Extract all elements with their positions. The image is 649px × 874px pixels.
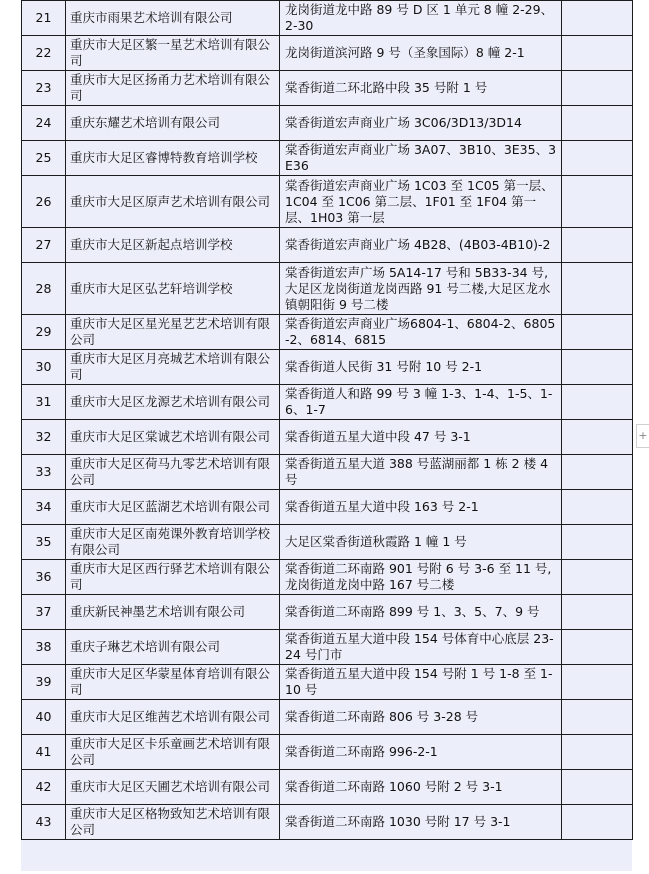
table-row [22, 770, 633, 805]
table-row [22, 228, 633, 263]
table-row [22, 350, 633, 385]
row-number: 21 [22, 1, 66, 36]
table-row [22, 420, 633, 455]
address: 棠香街道人和路 99 号 3 幢 1-3、1-4、1-5、1-6、1-7 [280, 385, 562, 420]
row-number: 29 [22, 315, 66, 350]
note-cell [562, 595, 633, 630]
school-table [21, 0, 633, 840]
company-name: 重庆市大足区繁一星艺术培训有限公司 [66, 36, 280, 71]
table-body [22, 1, 633, 840]
company-name: 重庆市大足区睿博特教育培训学校 [66, 141, 280, 176]
note-cell [562, 315, 633, 350]
company-name: 重庆市大足区西行驿艺术培训有限公司 [66, 560, 280, 595]
row-number: 43 [22, 805, 66, 840]
row-number: 23 [22, 71, 66, 106]
company-name: 重庆子琳艺术培训有限公司 [66, 630, 280, 665]
company-name: 重庆新民神墨艺术培训有限公司 [66, 595, 280, 630]
note-cell [562, 700, 633, 735]
row-number: 31 [22, 385, 66, 420]
table-row [22, 71, 633, 106]
company-name: 重庆市大足区维茜艺术培训有限公司 [66, 700, 280, 735]
note-cell [562, 106, 633, 141]
row-number: 39 [22, 665, 66, 700]
address: 棠香街道五星大道中段 163 号 2-1 [280, 490, 562, 525]
note-cell [562, 1, 633, 36]
address: 棠香街道五星大道中段 47 号 3-1 [280, 420, 562, 455]
note-cell [562, 665, 633, 700]
row-number: 30 [22, 350, 66, 385]
table-row [22, 700, 633, 735]
company-name: 重庆市大足区原声艺术培训有限公司 [66, 176, 280, 228]
company-name: 重庆市大足区卡乐童画艺术培训有限公司 [66, 735, 280, 770]
row-number: 37 [22, 595, 66, 630]
address: 棠香街道宏声商业广场 3C06/3D13/3D14 [280, 106, 562, 141]
company-name: 重庆市大足区月亮城艺术培训有限公司 [66, 350, 280, 385]
row-number: 27 [22, 228, 66, 263]
table-row [22, 595, 633, 630]
company-name: 重庆市大足区荷马九零艺术培训有限公司 [66, 455, 280, 490]
note-cell [562, 263, 633, 315]
address: 棠香街道宏声广场 5A14-17 号和 5B33-34 号,大足区龙岗街道龙岗西路 91 号二楼,大足区龙水镇朝阳街 9 号二楼 [280, 263, 562, 315]
note-cell [562, 385, 633, 420]
company-name: 重庆市大足区星光星艺艺术培训有限公司 [66, 315, 280, 350]
table-row [22, 805, 633, 840]
table-row [22, 490, 633, 525]
note-cell [562, 770, 633, 805]
row-number: 26 [22, 176, 66, 228]
address: 棠香街道五星大道 388 号蓝湖丽都 1 栋 2 楼 4 号 [280, 455, 562, 490]
table-row [22, 525, 633, 560]
table-row [22, 735, 633, 770]
address: 龙岗街道龙中路 89 号 D 区 1 单元 8 幢 2-29、2-30 [280, 1, 562, 36]
row-number: 32 [22, 420, 66, 455]
address: 棠香街道宏声商业广场 3A07、3B10、3E35、3E36 [280, 141, 562, 176]
note-cell [562, 630, 633, 665]
table-row [22, 455, 633, 490]
company-name: 重庆市大足区龙源艺术培训有限公司 [66, 385, 280, 420]
note-cell [562, 420, 633, 455]
table-row [22, 560, 633, 595]
company-name: 重庆市大足区扬甬力艺术培训有限公司 [66, 71, 280, 106]
note-cell [562, 455, 633, 490]
row-number: 36 [22, 560, 66, 595]
address: 棠香街道二环南路 899 号 1、3、5、7、9 号 [280, 595, 562, 630]
table-row [22, 315, 633, 350]
company-name: 重庆市大足区格物致知艺术培训有限公司 [66, 805, 280, 840]
row-number: 41 [22, 735, 66, 770]
company-name: 重庆东耀艺术培训有限公司 [66, 106, 280, 141]
note-cell [562, 141, 633, 176]
row-number: 35 [22, 525, 66, 560]
address: 棠香街道二环南路 901 号附 6 号 3-6 至 11 号,龙岗街道龙岗中路 167 号二楼 [280, 560, 562, 595]
address: 棠香街道宏声商业广场 4B28、(4B03-4B10)-2 [280, 228, 562, 263]
company-name: 重庆市大足区棠诚艺术培训有限公司 [66, 420, 280, 455]
table-row [22, 665, 633, 700]
address: 棠香街道二环北路中段 35 号附 1 号 [280, 71, 562, 106]
address: 龙岗街道滨河路 9 号（圣象国际）8 幢 2-1 [280, 36, 562, 71]
company-name: 重庆市大足区南苑课外教育培训学校有限公司 [66, 525, 280, 560]
company-name: 重庆市大足区天圃艺术培训有限公司 [66, 770, 280, 805]
document-sheet [21, 0, 632, 871]
note-cell [562, 350, 633, 385]
row-number: 25 [22, 141, 66, 176]
note-cell [562, 735, 633, 770]
table-row [22, 630, 633, 665]
note-cell [562, 525, 633, 560]
note-cell [562, 176, 633, 228]
address: 棠香街道宏声商业广场6804-1、6804-2、6805-2、6814、6815 [280, 315, 562, 350]
row-number: 24 [22, 106, 66, 141]
note-cell [562, 71, 633, 106]
expand-handle-button[interactable] [636, 424, 649, 448]
note-cell [562, 36, 633, 71]
row-number: 38 [22, 630, 66, 665]
table-row [22, 36, 633, 71]
address: 棠香街道二环南路 996-2-1 [280, 735, 562, 770]
row-number: 42 [22, 770, 66, 805]
company-name: 重庆市大足区新起点培训学校 [66, 228, 280, 263]
address: 棠香街道二环南路 1030 号附 17 号 3-1 [280, 805, 562, 840]
table-row [22, 176, 633, 228]
note-cell [562, 490, 633, 525]
note-cell [562, 560, 633, 595]
address: 棠香街道宏声商业广场 1C03 至 1C05 第一层、1C04 至 1C06 第二层、1F01 至 1F04 第一层、1H03 第一层 [280, 176, 562, 228]
address: 棠香街道五星大道中段 154 号附 1 号 1-8 至 1-10 号 [280, 665, 562, 700]
plus-icon: + [638, 429, 648, 442]
table-row [22, 385, 633, 420]
company-name: 重庆市大足区弘艺轩培训学校 [66, 263, 280, 315]
address: 棠香街道二环南路 806 号 3-28 号 [280, 700, 562, 735]
company-name: 重庆市雨果艺术培训有限公司 [66, 1, 280, 36]
note-cell [562, 228, 633, 263]
row-number: 33 [22, 455, 66, 490]
company-name: 重庆市大足区蓝湖艺术培训有限公司 [66, 490, 280, 525]
row-number: 40 [22, 700, 66, 735]
company-name: 重庆市大足区华蒙星体育培训有限公司 [66, 665, 280, 700]
address: 棠香街道五星大道中段 154 号体育中心底层 23-24 号门市 [280, 630, 562, 665]
table-row [22, 263, 633, 315]
table-row [22, 141, 633, 176]
row-number: 34 [22, 490, 66, 525]
address: 棠香街道人民街 31 号附 10 号 2-1 [280, 350, 562, 385]
note-cell [562, 805, 633, 840]
table-row [22, 106, 633, 141]
address: 大足区棠香街道秋霞路 1 幢 1 号 [280, 525, 562, 560]
table-row [22, 1, 633, 36]
address: 棠香街道二环南路 1060 号附 2 号 3-1 [280, 770, 562, 805]
row-number: 28 [22, 263, 66, 315]
row-number: 22 [22, 36, 66, 71]
